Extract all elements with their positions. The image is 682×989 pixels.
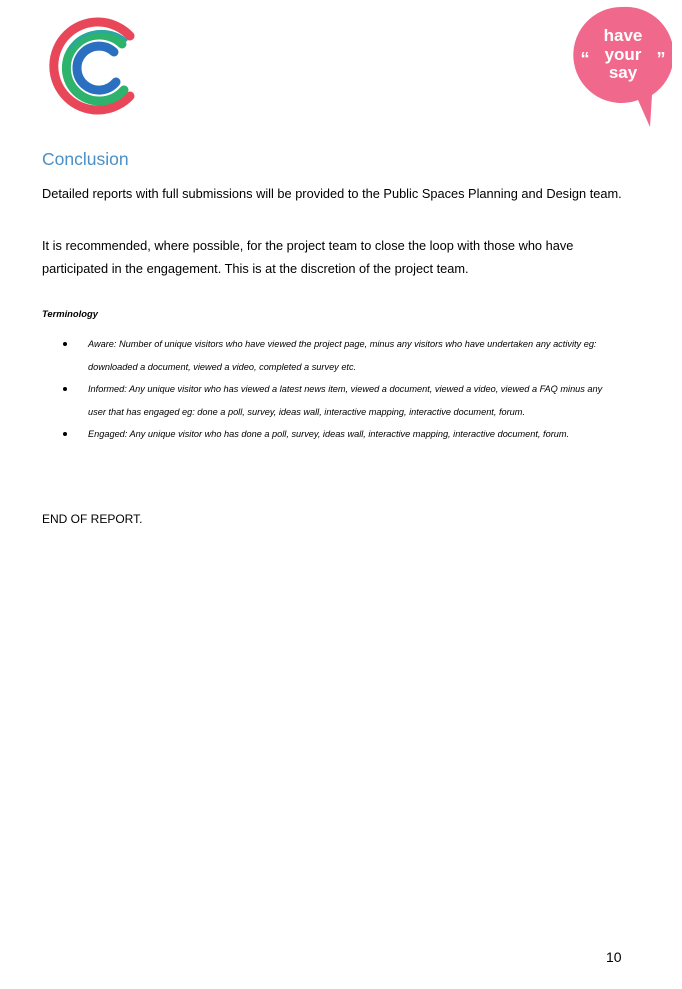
term-engaged: Engaged: Any unique visitor who has done a poll, survey, ideas wall, interactive mapping, interactive document, forum. [88,429,570,439]
logo-word-say: say [608,63,638,82]
list-item [58,423,618,446]
list-item [58,378,618,423]
logo-quote-open: “ [580,49,590,69]
logo-quote-close: ” [656,49,666,69]
terminology-title: Terminology [42,308,98,319]
terminology-list [58,333,618,446]
paragraph-recommendation: It is recommended, where possible, for the project team to close the loop with those who have participated in the engagement. This is at the discretion of the project team. [42,238,574,276]
council-c-logo-icon [44,14,144,118]
term-informed: Informed: Any unique visitor who has viewed a latest news item, viewed a document, viewed a video, viewed a FAQ minus any user that has engaged eg: done a poll, survey, ideas wall, interactive mapping, interactive document, forum. [88,384,603,417]
logo-word-your: your [604,45,642,64]
paragraph-reports: Detailed reports with full submissions will be provided to the Public Spaces Planning and Design team. [42,186,622,201]
end-of-report: END OF REPORT. [42,512,143,526]
term-aware: Aware: Number of unique visitors who have viewed the project page, minus any visitors who have undertaken any activity eg: downloaded a document, viewed a video, completed a survey etc. [88,339,597,372]
list-item [58,333,618,378]
section-heading: Conclusion [42,149,129,169]
bullet-icon [63,387,67,391]
bullet-icon [63,342,67,346]
bullet-icon [63,432,67,436]
page-number: 10 [606,949,622,965]
have-your-say-logo [572,5,672,129]
logo-word-have: have [603,26,643,45]
